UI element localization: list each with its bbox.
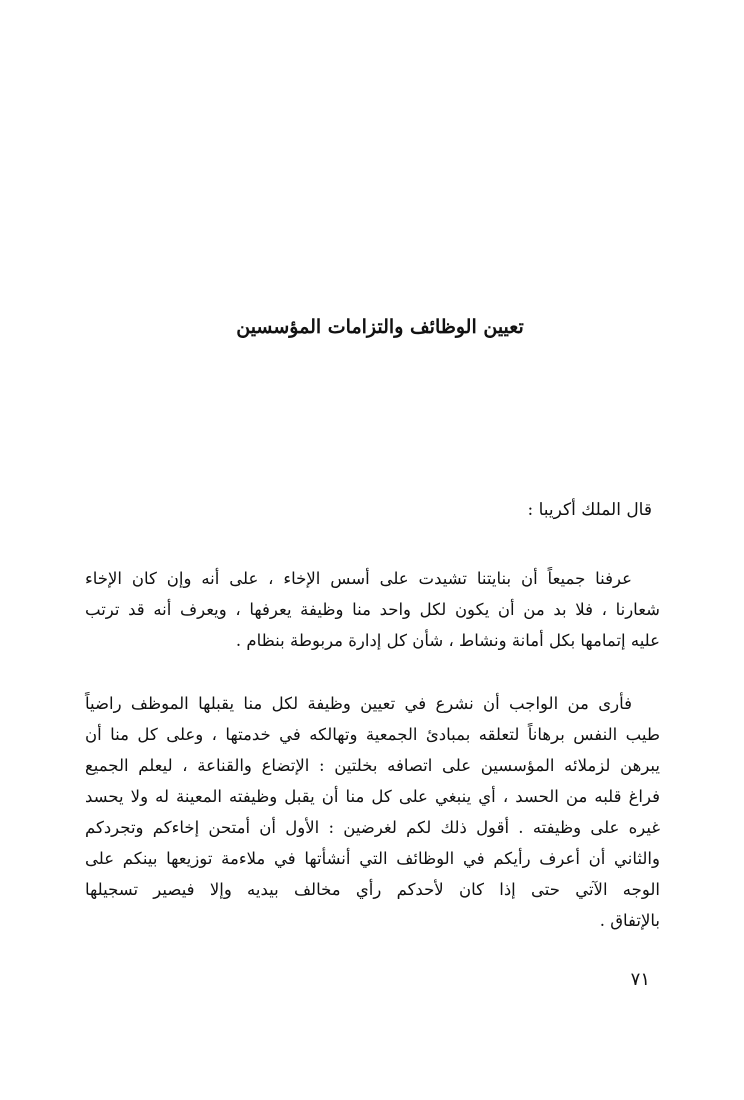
text-line: والثاني أن أعرف رأيكم في الوظائف التي أنشأتها في ملاءمة توزيعها بينكم على <box>85 849 660 868</box>
paragraph-2 <box>85 688 660 936</box>
paragraph-1 <box>85 563 660 656</box>
text-line: غيره على وظيفته . أقول ذلك لكم لغرضين : الأول أن أمتحن إخاءكم وتجردكم <box>85 818 660 837</box>
speaker-line: قال الملك أكريبا : <box>527 500 652 520</box>
text-line: الوجه الآتي حتى إذا كان لأحدكم رأي مخالف بيديه وإلا فيصير تسجيلها <box>85 880 660 899</box>
chapter-title: تعيين الوظائف والتزامات المؤسسين <box>236 316 524 338</box>
page-number: ٧١ <box>630 969 650 990</box>
text-line: فراغ قلبه من الحسد ، أي ينبغي على كل منا أن يقبل وظيفته المعينة له ولا يحسد <box>85 787 660 806</box>
text-line: عليه إتمامها بكل أمانة ونشاط ، شأن كل إدارة مربوطة بنظام . <box>235 631 660 650</box>
text-line: بالإتفاق . <box>599 911 660 930</box>
text-line: شعارنا ، فلا بد من أن يكون لكل واحد منا وظيفة يعرفها ، ويعرف أنه قد ترتب <box>85 600 660 619</box>
text-line: يبرهن لزملائه المؤسسين على اتصافه بخلتين : الإتضاع والقناعة ، ليعلم الجميع <box>85 756 660 775</box>
text-line: فأرى من الواجب أن نشرع في تعيين وظيفة لكل منا يقبلها الموظف راضياً <box>85 694 632 713</box>
text-line: طيب النفس برهاناً لتعلقه بمبادئ الجمعية وتهالكه في خدمتها ، وعلى كل منا أن <box>85 725 660 744</box>
text-line: عرفنا جميعاً أن بنايتنا تشيدت على أسس الإخاء ، على أنه وإن كان الإخاء <box>85 569 632 588</box>
